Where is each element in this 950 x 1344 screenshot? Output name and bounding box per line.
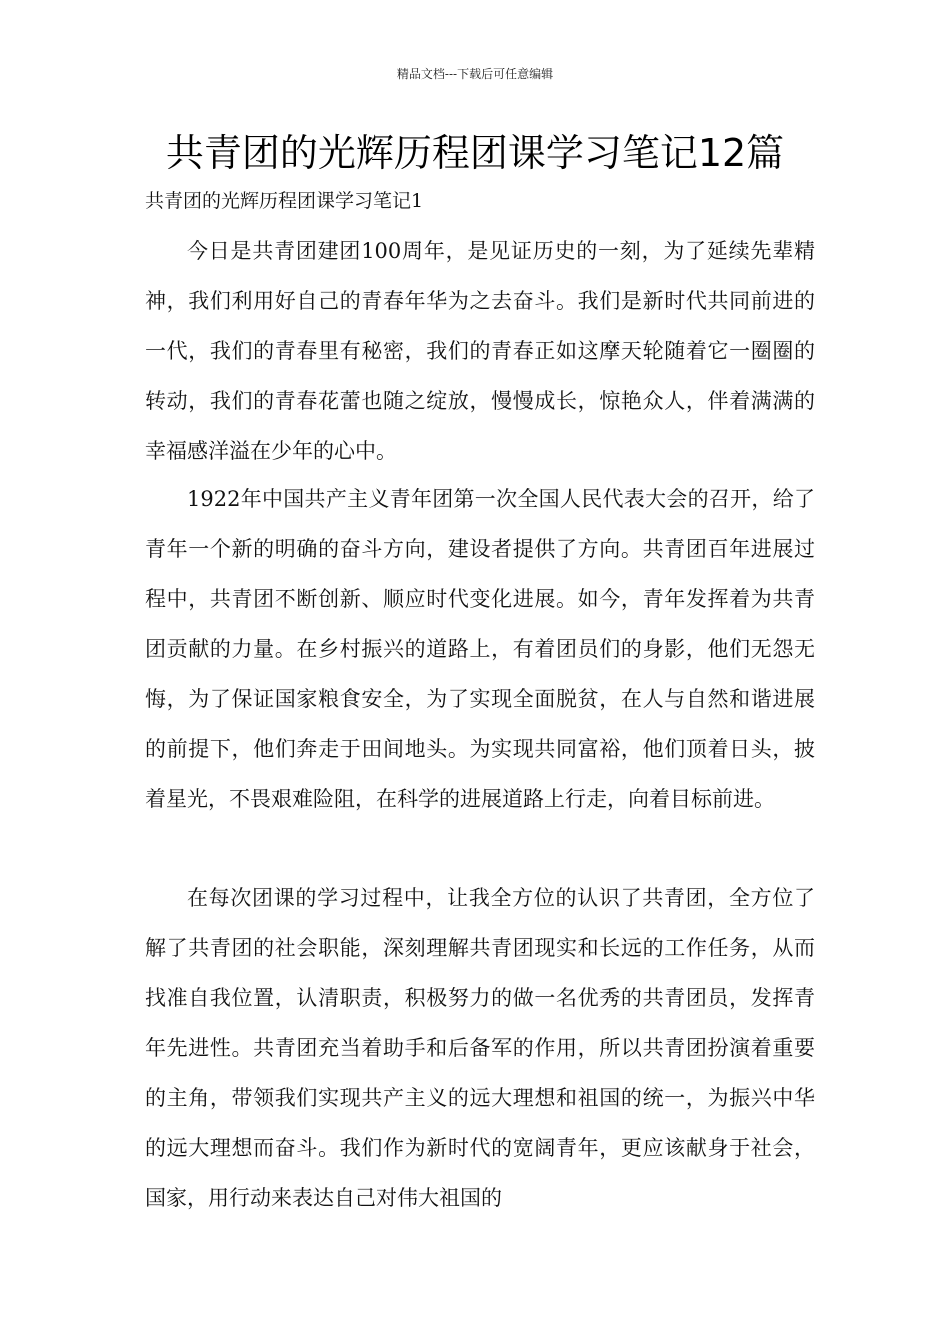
body-paragraph-3: 在每次团课的学习过程中，让我全方位的认识了共青团，全方位了解了共青团的社会职能，深刻理解共青团现实和长远的工作任务，从而找准自我位置，认清职责，积极努力的做一名优秀的共青团员，发挥青年先进性。共青团充当着助手和后备军的作用，所以共青团扮演着重要的主角，带领我们实现共产主义的远大理想和祖国的统一，为振兴中华的远大理想而奋斗。我们作为新时代的宽阔青年，更应该献身于社会，国家，用行动来表达自己对伟大祖国的 bbox=[145, 886, 815, 1210]
header-note: 精品文档---下载后可任意编辑 bbox=[396, 67, 554, 81]
section-subheading: 共青团的光辉历程团课学习笔记1 bbox=[145, 190, 424, 212]
body-paragraph-1: 今日是共青团建团100周年，是见证历史的一刻，为了延续先辈精神，我们利用好自己的青春年华为之去奋斗。我们是新时代共同前进的一代，我们的青春里有秘密，我们的青春正如这摩天轮随着它一圈圈的转动，我们的青春花蕾也随之绽放，慢慢成长，惊艳众人，伴着满满的幸福感洋溢在少年的心中。 bbox=[145, 239, 815, 463]
body-paragraph-2: 1922年中国共产主义青年团第一次全国人民代表大会的召开，给了青年一个新的明确的奋斗方向，建设者提供了方向。共青团百年进展过程中，共青团不断创新、顺应时代变化进展。如今，青年发挥着为共青团贡献的力量。在乡村振兴的道路上，有着团员们的身影，他们无怨无悔，为了保证国家粮食安全，为了实现全面脱贫，在人与自然和谐进展的前提下，他们奔走于田间地头。为实现共同富裕，他们顶着日头，披着星光，不畏艰难险阻，在科学的进展道路上行走，向着目标前进。 bbox=[145, 487, 815, 811]
document-title: 共青团的光辉历程团课学习笔记12篇 bbox=[165, 131, 785, 175]
